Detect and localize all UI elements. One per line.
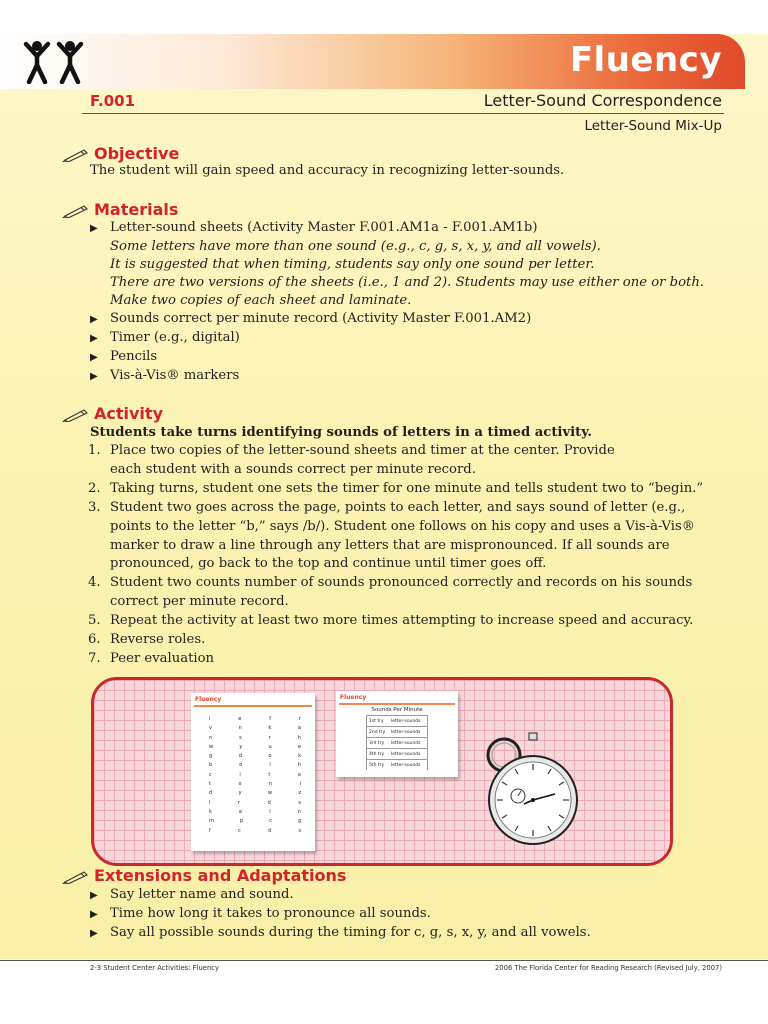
objective-text: The student will gain speed and accuracy in recognizing letter-sounds. [90,163,565,178]
letter-cell: d [267,799,271,806]
activity-steps [88,442,728,669]
step-text: each student with a sounds correct per minute record. [110,461,476,477]
letter-cell: k [298,753,301,760]
letter-cell: g [297,818,301,825]
letter-cell: i [239,771,241,778]
step-number [88,518,110,537]
letter-cell: w [209,743,214,750]
letter-cell: d [267,827,272,834]
letter-cell: w [267,790,272,797]
letter-grid [209,715,301,836]
letter-row [209,827,301,836]
letter-cell: u [268,743,272,750]
activity-step [88,555,728,574]
letter-cell: c [269,818,272,825]
step-text: Taking turns, student one sets the timer for one minute and tells student two to “begin.” [110,480,704,496]
list-item: ▶ Timer (e.g., digital) [90,329,704,348]
sheet-title: Fluency [195,696,222,703]
extensions-list [90,886,591,943]
activity-step [88,518,728,537]
activity-step [88,574,728,593]
letter-cell: e [238,716,242,722]
step-number: 1. [88,443,101,458]
bullet-triangle-icon: ▶ [90,352,98,363]
letter-cell: o [268,753,272,760]
section-heading-text: Activity [94,404,163,423]
activity-step [88,461,728,480]
letter-cell: b [209,762,213,769]
letter-row [209,761,301,770]
step-text: points to the letter “b,” says /b/). Student one follows on his copy and uses a Vis-à-Vis® [110,518,695,534]
sheet-bar [339,703,455,705]
letter-cell: a [297,725,301,732]
letter-cell: e [297,743,301,750]
letter-cell: r [237,799,241,806]
pencil-icon [62,146,90,162]
letter-cell: s [298,799,301,806]
bullet-triangle-icon: ▶ [90,314,98,325]
letter-row [209,808,301,817]
step-text: Place two copies of the letter-sound sheets and timer at the center. Provide [110,443,615,458]
bullet-triangle-icon: ▶ [90,223,98,234]
letter-cell: d [238,753,242,760]
step-text: Reverse roles. [110,632,206,648]
letter-row [209,724,301,733]
letter-cell: l [269,808,271,815]
letter-cell: i [209,716,211,722]
step-number [88,537,110,556]
illustration-board [91,677,673,866]
extensions-heading [62,866,346,885]
letter-cell: p [239,818,244,825]
score-row [366,748,428,759]
section-heading-text: Objective [94,144,180,163]
list-item: ▶ Sounds correct per minute record (Activity Master F.001.AM2) [90,310,704,329]
step-text: pronounced, go back to the top and continue until timer goes off. [110,556,547,572]
activity-step [88,442,728,461]
row-label: letter-sounds [391,762,421,768]
list-item: ▶ Vis-à-Vis® markers [90,367,704,386]
letter-cell: d [209,790,213,797]
letter-row [209,817,301,826]
letter-cell: t [209,781,211,788]
materials-list [90,219,704,386]
step-text: marker to draw a line through any letters that are mispronounced. If all sounds are [110,537,670,553]
step-text: Student two goes across the page, points to each letter, and says sound of letter (e.g., [110,499,686,515]
row-label: letter-sounds [391,751,421,757]
letter-row [209,780,301,789]
letter-cell: f [209,827,211,834]
activity-step [88,593,728,612]
try-label: 4th try [369,751,385,757]
footer-divider [0,960,768,961]
sounds-per-minute-sheet [336,691,458,777]
section-heading-text: Extensions and Adaptations [94,866,347,885]
stopwatch-icon [474,730,584,850]
footer-left: 2-3 Student Center Activities: Fluency [90,964,220,972]
step-number: 3. [88,499,101,515]
try-label: 2nd try [369,729,386,735]
step-number: 2. [88,480,101,496]
activity-step [88,537,728,556]
letter-cell: k [268,725,272,732]
bullet-triangle-icon: ▶ [90,909,98,920]
score-rows [366,715,458,770]
letter-cell: s [239,734,242,741]
activity-name: Letter-Sound Mix-Up [584,118,722,134]
score-row [366,759,428,770]
activity-step [88,499,728,518]
pencil-icon [62,868,90,884]
activity-code: F.001 [90,92,136,110]
letter-row [209,789,301,798]
bullet-triangle-icon: ▶ [90,928,98,939]
section-heading-text: Materials [94,200,179,219]
activity-step [88,631,728,650]
letter-row [209,752,301,761]
letter-cell: f [269,716,272,722]
step-number [88,555,110,574]
activity-heading [62,404,163,423]
subject-title: Letter-Sound Correspondence [483,91,722,110]
letter-row [209,771,301,780]
score-row [366,726,428,737]
score-row [366,737,428,748]
activity-step [88,650,728,669]
letter-row [209,799,301,808]
letter-cell: l [209,799,211,806]
letter-cell: e [239,808,243,815]
try-label: 1st try [369,718,384,724]
bullet-triangle-icon: ▶ [90,890,98,901]
list-item: ▶ Pencils [90,348,704,367]
materials-note: Make two copies of each sheet and laminate. [110,293,412,308]
letter-cell: r [298,716,301,722]
letter-sound-sheet [191,693,315,851]
letter-cell: s [298,827,301,834]
letter-cell: n [238,725,242,732]
pencil-icon [62,202,90,218]
step-text: correct per minute record. [110,594,289,610]
activity-step [88,612,728,631]
letter-cell: v [209,725,212,732]
letter-cell: r [268,734,271,741]
letter-cell: l [269,762,271,769]
step-number [88,461,110,480]
letter-cell: c [209,771,212,778]
letter-cell: h [297,762,301,769]
try-label: 3rd try [369,740,385,746]
letter-row [209,715,301,724]
materials-note: There are two versions of the sheets (i.e., 1 and 2). Students may use either one or both. [110,275,705,290]
letter-cell: n [209,734,213,741]
step-number: 5. [88,613,101,629]
sheet-bar [194,705,312,707]
activity-step [88,480,728,499]
letter-cell: n [268,781,273,788]
letter-cell: o [238,781,242,788]
step-text: Student two counts number of sounds pronounced correctly and records on his sounds [110,575,693,591]
letter-cell: m [209,818,214,825]
list-item: ▶ Letter-sound sheets (Activity Master F.001.AM1a - F.001.AM1b) [90,219,704,238]
materials-heading [62,200,178,219]
letter-cell: n [297,808,301,815]
materials-note: It is suggested that when timing, students say only one sound per letter. [110,257,595,272]
letter-cell: t [268,771,271,778]
step-number [88,593,110,612]
letter-cell: y [239,743,243,750]
list-item: ▶ Time how long it takes to pronounce all sounds. [90,905,591,924]
objective-heading [62,144,179,163]
header-divider [82,113,724,114]
bullet-triangle-icon: ▶ [90,333,98,344]
row-label: letter-sounds [391,729,421,735]
letter-cell: c [237,827,241,834]
score-row [366,715,428,726]
sheet-heading: Sounds Per Minute [371,707,423,713]
sheet-title: Fluency [340,694,367,701]
materials-note: Some letters have more than one sound (e.g., c, g, s, x, y, and all vowels). [110,239,601,254]
list-item: ▶ Say letter name and sound. [90,886,591,905]
list-item: ▶ Say all possible sounds during the timing for c, g, s, x, y, and all vowels. [90,924,591,943]
people-logo-icon [20,40,92,84]
letter-cell: y [238,790,242,797]
step-text: Peer evaluation [110,650,215,666]
letter-cell: g [209,753,213,760]
pencil-icon [62,406,90,422]
letter-cell: e [297,771,301,778]
step-number: 6. [88,632,101,648]
step-number: 4. [88,575,101,591]
step-number: 7. [88,650,101,666]
letter-row [209,743,301,752]
letter-cell: i [299,781,301,788]
step-text: Repeat the activity at least two more times attempting to increase speed and accuracy. [110,613,694,629]
bullet-triangle-icon: ▶ [90,371,98,382]
page-title: Fluency [569,40,722,80]
letter-cell: k [209,808,212,815]
try-label: 5th try [369,762,385,768]
letter-row [209,734,301,743]
activity-lead: Students take turns identifying sounds of letters in a timed activity. [90,425,592,440]
letter-cell: o [239,762,243,769]
row-label: letter-sounds [391,718,421,724]
footer-right: 2006 The Florida Center for Reading Research (Revised July, 2007) [494,964,722,972]
row-label: letter-sounds [391,740,421,746]
letter-cell: h [297,734,301,741]
letter-cell: z [298,790,301,797]
